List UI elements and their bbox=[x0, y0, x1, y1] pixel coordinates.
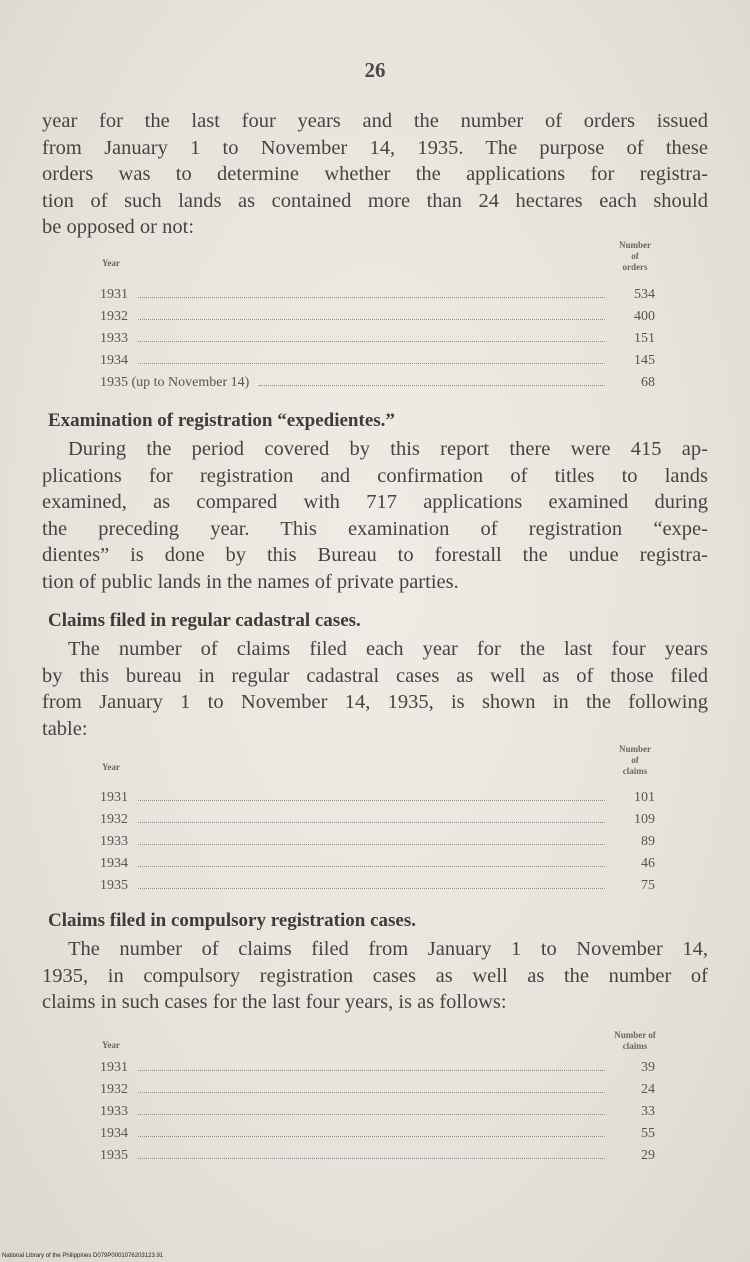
leader-dots bbox=[138, 1124, 605, 1137]
header-line: Number bbox=[619, 744, 651, 754]
text-line: from January 1 to November 14, 1935. The purpose of these bbox=[42, 136, 708, 159]
header-line: claims bbox=[622, 766, 648, 776]
row-value: 46 bbox=[641, 856, 655, 871]
library-footer: National Library of the Philippines D079P0001076203123.91 bbox=[2, 1253, 164, 1259]
leader-dots bbox=[259, 373, 605, 386]
header-line: orders bbox=[622, 262, 648, 272]
row-year: 1932 bbox=[100, 1082, 128, 1097]
row-value: 101 bbox=[634, 790, 655, 805]
table-row bbox=[100, 788, 655, 810]
row-year: 1934 bbox=[100, 1126, 128, 1141]
text-line: The number of claims filed from January 1 to November 14, bbox=[68, 938, 708, 960]
row-year: 1931 bbox=[100, 287, 128, 302]
row-value: 55 bbox=[641, 1126, 655, 1141]
header-line: Number of bbox=[614, 1030, 656, 1040]
row-value: 109 bbox=[634, 812, 655, 827]
leader-dots bbox=[138, 832, 605, 845]
column-header-year: Year bbox=[102, 762, 120, 772]
header-line: of bbox=[631, 755, 639, 765]
column-header-number bbox=[600, 1030, 670, 1052]
table-row bbox=[100, 1058, 655, 1080]
table-row bbox=[100, 307, 655, 329]
text-line: year for the last four years and the number of orders issued bbox=[42, 110, 708, 132]
row-value: 75 bbox=[641, 878, 655, 893]
row-year: 1934 bbox=[100, 353, 128, 368]
row-value: 24 bbox=[641, 1082, 655, 1097]
leader-dots bbox=[138, 1102, 605, 1115]
text-line: examined, as compared with 717 applications examined during bbox=[42, 491, 708, 513]
leader-dots bbox=[138, 307, 605, 320]
table-row bbox=[100, 1124, 655, 1146]
text-line: from January 1 to November 14, 1935, is shown in the following bbox=[42, 691, 708, 713]
table-row bbox=[100, 832, 655, 854]
row-year: 1931 bbox=[100, 1060, 128, 1075]
column-header-year: Year bbox=[102, 1040, 120, 1050]
row-year: 1935 bbox=[100, 878, 128, 893]
row-year: 1933 bbox=[100, 331, 128, 346]
row-year: 1931 bbox=[100, 790, 128, 805]
leader-dots bbox=[138, 788, 605, 801]
section-paragraph bbox=[42, 936, 708, 1016]
row-year: 1932 bbox=[100, 309, 128, 324]
text-line: be opposed or not: bbox=[42, 216, 195, 238]
leader-dots bbox=[138, 854, 605, 867]
row-year: 1933 bbox=[100, 834, 128, 849]
row-value: 29 bbox=[641, 1148, 655, 1163]
table-row bbox=[100, 1146, 655, 1168]
table-row bbox=[100, 876, 655, 898]
text-line: by this bureau in regular cadastral cases as well as of those filed bbox=[42, 664, 708, 687]
row-year: 1933 bbox=[100, 1104, 128, 1119]
leader-dots bbox=[138, 1146, 605, 1159]
text-line: table: bbox=[42, 717, 88, 740]
row-year: 1935 (up to November 14) bbox=[100, 375, 250, 390]
row-year: 1934 bbox=[100, 856, 128, 871]
row-value: 33 bbox=[641, 1104, 655, 1119]
table-row bbox=[100, 329, 655, 351]
text-line: The number of claims filed each year for the last four years bbox=[68, 638, 708, 660]
text-line: During the period covered by this report there were 415 ap- bbox=[68, 438, 708, 460]
section-heading: Claims filed in compulsory registration cases. bbox=[48, 910, 417, 931]
section-heading: Claims filed in regular cadastral cases. bbox=[48, 610, 361, 631]
text-line: tion of public lands in the names of private parties. bbox=[42, 570, 459, 593]
text-line: orders was to determine whether the applications for registra- bbox=[42, 163, 708, 185]
table-row bbox=[100, 1080, 655, 1102]
text-line: claims in such cases for the last four years, is as follows: bbox=[42, 991, 507, 1013]
text-line: tion of such lands as contained more than 24 hectares each should bbox=[42, 189, 708, 212]
row-year: 1932 bbox=[100, 812, 128, 827]
row-value: 89 bbox=[641, 834, 655, 849]
row-value: 151 bbox=[634, 331, 655, 346]
header-line: Number bbox=[619, 240, 651, 250]
column-header-year: Year bbox=[102, 258, 120, 268]
table-row bbox=[100, 351, 655, 373]
table-row bbox=[100, 854, 655, 876]
section-paragraph bbox=[42, 636, 708, 742]
text-line: dientes” is done by this Bureau to forestall the undue registra- bbox=[42, 544, 708, 566]
table-row bbox=[100, 373, 655, 395]
page-number: 26 bbox=[364, 58, 386, 82]
row-value: 145 bbox=[634, 353, 655, 368]
table-row bbox=[100, 810, 655, 832]
text-line: plications for registration and confirmation of titles to lands bbox=[42, 464, 708, 487]
leader-dots bbox=[138, 876, 605, 889]
row-value: 400 bbox=[634, 309, 655, 324]
column-header-number bbox=[600, 240, 670, 273]
leader-dots bbox=[138, 351, 605, 364]
row-value: 534 bbox=[634, 287, 655, 302]
section-paragraph bbox=[42, 436, 708, 595]
table-row bbox=[100, 285, 655, 307]
leader-dots bbox=[138, 285, 605, 298]
table-row bbox=[100, 1102, 655, 1124]
row-value: 39 bbox=[641, 1060, 655, 1075]
leader-dots bbox=[138, 1058, 605, 1071]
row-value: 68 bbox=[641, 375, 655, 390]
header-line: of bbox=[631, 251, 639, 261]
text-line: the preceding year. This examination of registration “expe- bbox=[42, 517, 708, 540]
text-line: 1935, in compulsory registration cases as well as the number of bbox=[42, 964, 708, 987]
header-line: claims bbox=[622, 1041, 648, 1051]
leader-dots bbox=[138, 1080, 605, 1093]
leader-dots bbox=[138, 329, 605, 342]
column-header-number bbox=[600, 744, 670, 777]
leader-dots bbox=[138, 810, 605, 823]
section-heading: Examination of registration “expedientes.” bbox=[48, 410, 395, 431]
intro-paragraph bbox=[42, 108, 708, 241]
row-year: 1935 bbox=[100, 1148, 128, 1163]
